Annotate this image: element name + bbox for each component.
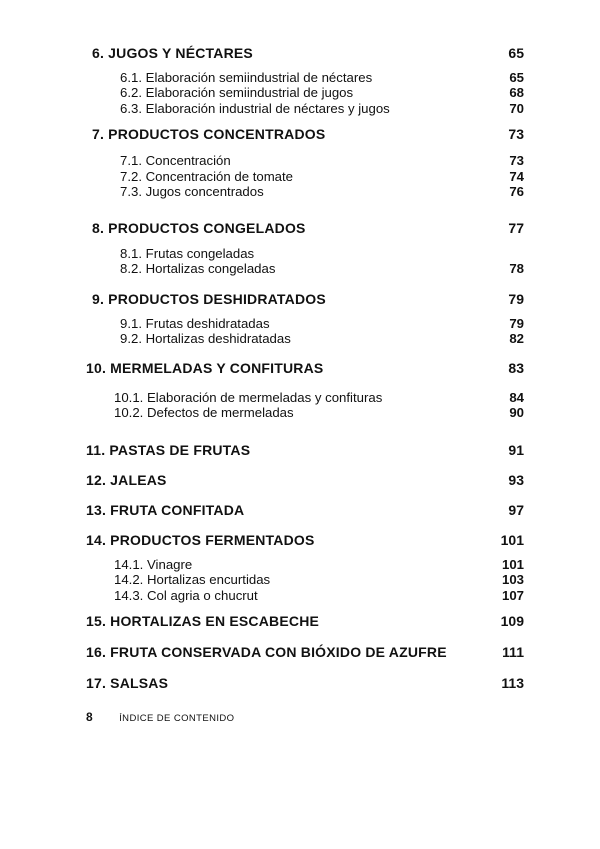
- toc-page-13: 97: [508, 502, 524, 518]
- toc-page-9-1: 79: [509, 316, 524, 331]
- toc-page-10-1: 84: [509, 390, 524, 405]
- toc-page-9: 79: [508, 291, 524, 307]
- toc-chapter-14: 14. PRODUCTOS FERMENTADOS: [86, 532, 315, 548]
- toc-section-8-1: 8.1. Frutas congeladas: [120, 246, 255, 261]
- toc-section-14-2: 14.2. Hortalizas encurtidas: [114, 572, 271, 587]
- toc-section-7-1: 7.1. Concentración: [120, 153, 231, 168]
- toc-chapter-9: 9. PRODUCTOS DESHIDRATADOS: [92, 291, 326, 307]
- toc-chapter-15: 15. HORTALIZAS EN ESCABECHE: [86, 613, 320, 629]
- toc-page-11: 91: [508, 442, 524, 458]
- toc-page-7-3: 76: [509, 184, 524, 199]
- toc-section-9-1: 9.1. Frutas deshidratadas: [120, 316, 270, 331]
- toc-page-10-2: 90: [509, 405, 524, 420]
- toc-section-9-2: 9.2. Hortalizas deshidratadas: [120, 331, 291, 346]
- toc-section-6-3: 6.3. Elaboración industrial de néctares y jugos: [120, 101, 390, 116]
- toc-page-16: 111: [502, 644, 524, 660]
- toc-page-12: 93: [508, 472, 524, 488]
- toc-chapter-13: 13. FRUTA CONFITADA: [86, 502, 245, 518]
- toc-page-8: 77: [508, 220, 524, 236]
- footer-label: ÍNDICE DE CONTENIDO: [119, 713, 235, 724]
- toc-page-14-2: 103: [501, 572, 524, 587]
- toc-page-6-1: 65: [509, 70, 524, 85]
- toc-page-8-2: 78: [509, 261, 524, 276]
- footer-page-number: 8: [86, 710, 93, 724]
- toc-section-6-2: 6.2. Elaboración semiindustrial de jugos: [120, 85, 354, 100]
- toc-page-6-3: 70: [509, 101, 524, 116]
- toc-section-14-3: 14.3. Col agria o chucrut: [114, 588, 258, 603]
- toc-section-6-1: 6.1. Elaboración semiindustrial de néctares: [120, 70, 373, 85]
- page-footer: [86, 708, 234, 726]
- toc-chapter-16: 16. FRUTA CONSERVADA CON BIÓXIDO DE AZUFRE: [86, 644, 447, 660]
- toc-chapter-7: 7. PRODUCTOS CONCENTRADOS: [92, 126, 326, 142]
- toc-chapter-17: 17. SALSAS: [86, 675, 169, 691]
- toc-section-10-1: 10.1. Elaboración de mermeladas y confituras: [114, 390, 383, 405]
- toc-chapter-6: 6. JUGOS Y NÉCTARES: [92, 45, 253, 61]
- toc-page-9-2: 82: [509, 331, 524, 346]
- toc-section-14-1: 14.1. Vinagre: [114, 557, 193, 572]
- toc-section-8-2: 8.2. Hortalizas congeladas: [120, 261, 276, 276]
- toc-page-14-1: 101: [501, 557, 524, 572]
- toc-page-6: 65: [508, 45, 524, 61]
- toc-page-17: 113: [501, 675, 524, 691]
- toc-page-7-1: 73: [509, 153, 524, 168]
- toc-page-7: 73: [508, 126, 524, 142]
- toc-page-14-3: 107: [501, 588, 524, 603]
- toc-section-10-2: 10.2. Defectos de mermeladas: [114, 405, 294, 420]
- toc-page-14: 101: [500, 532, 524, 548]
- toc-section-7-2: 7.2. Concentración de tomate: [120, 169, 294, 184]
- toc-page-10: 83: [508, 360, 524, 376]
- toc-chapter-8: 8. PRODUCTOS CONGELADOS: [92, 220, 306, 236]
- toc-page-6-2: 68: [509, 85, 524, 100]
- toc-page-15: 109: [500, 613, 524, 629]
- toc-chapter-11: 11. PASTAS DE FRUTAS: [86, 442, 251, 458]
- toc-chapter-12: 12. JALEAS: [86, 472, 167, 488]
- toc-chapter-10: 10. MERMELADAS Y CONFITURAS: [86, 360, 324, 376]
- toc-section-7-3: 7.3. Jugos concentrados: [120, 184, 264, 199]
- toc-page-7-2: 74: [509, 169, 524, 184]
